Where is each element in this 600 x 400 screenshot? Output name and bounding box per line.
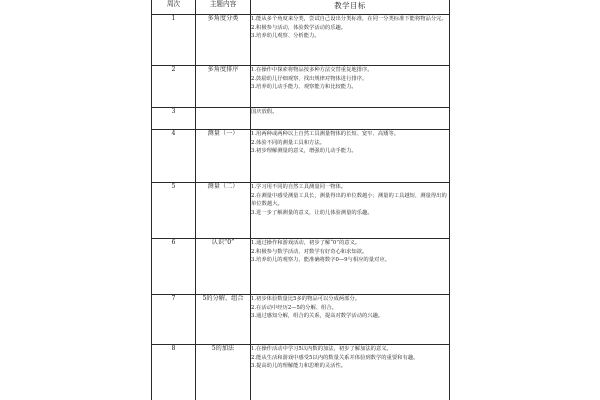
table-row [152,108,450,130]
theme-cell: 5的加法 [196,345,251,400]
table-row [152,345,450,400]
goal-item: 1.学习用不同的自然工具测量同一物体。 [251,184,347,190]
goal-item: 1.在操作中探索将物品按多种方法交替重复地排序。 [251,67,373,73]
goal-item: 3.培养幼儿观察、分析能力。 [251,33,320,40]
goal-item: 3.进一步了解测量的意义，让幼儿体验测量的乐趣。 [251,209,373,216]
week-cell: 5 [152,183,196,239]
goal-item: 3.初步理解测量的意义，增强幼儿动手能力。 [251,148,357,155]
teaching-plan-table [151,0,450,400]
week-cell: 8 [152,345,196,400]
theme-cell [196,108,251,130]
goal-item: 2.体验不同的测量工具和方法。 [251,139,325,146]
table-row [152,295,450,345]
goals-cell [251,15,450,66]
table-row [152,130,450,183]
theme-cell: 测量（一） [196,130,251,183]
goal-item: 1.在操作活动中学习5以内数的加法，初步了解加法的意义。 [251,346,392,352]
theme-cell: 认识“0” [196,239,251,295]
table-row [152,66,450,108]
goal-item: 2.在活动中经历2—5的分解、组合。 [251,304,337,311]
header-theme: 主题内容 [196,0,251,15]
goals-cell [251,108,450,130]
goal-item: 国庆放假。 [251,109,278,115]
goals-cell [251,130,450,183]
theme-cell: 5的分解、组合 [196,295,251,345]
goal-item: 2.鼓励幼儿仔细观察，找出规律对物体进行排序。 [251,75,368,82]
goals-cell [251,183,450,239]
goal-item: 3.通过感知分解，组合的关系，提高对数学活动的兴趣。 [251,313,384,320]
table-row [152,239,450,295]
week-cell: 4 [152,130,196,183]
goals-cell [251,295,450,345]
goal-item: 2.积极参与数学活动，对数学有好奇心和求知欲。 [251,248,368,255]
table-row [152,183,450,239]
theme-cell: 多角度排序 [196,66,251,108]
theme-cell: 测量（二） [196,183,251,239]
goal-item: 2.积极参与活动，体验数学活动的乐趣。 [251,24,347,31]
table-row [152,15,450,66]
goal-item: 1.初步体验数量比5多的物品可以分成两部分。 [251,296,361,302]
goal-item: 2.在测量中感受测量工具长，测量得出的单位数越小；测量的工具越短，测量得出的单位数越大。 [251,192,447,208]
header-goals: 教学目标 [251,0,450,15]
week-cell: 6 [152,239,196,295]
week-cell: 3 [152,108,196,130]
goals-cell [251,239,450,295]
goal-item: 2.能从生活和游戏中感受5以内的数量关系并体验到数学的重要和有趣。 [251,354,419,361]
week-cell: 2 [152,66,196,108]
goal-item: 1.能从多个角度来分类，尝试自己设出分类标准，在同一分类标准下能将物品分完。 [251,16,447,22]
goals-cell [251,345,450,400]
goal-item: 3.培养幼儿动手能力、观察能力和比较能力。 [251,84,357,91]
goal-item: 3.培养幼儿的观察力，能准确将数字0—9与相应的量对应。 [251,257,390,264]
header-week: 周次 [152,0,196,15]
week-cell: 1 [152,15,196,66]
goal-item: 1.通过操作和游戏活动，初步了解“0”的意义。 [251,240,361,246]
theme-cell: 多角度分类 [196,15,251,66]
goals-cell [251,66,450,108]
goal-item: 3.提高幼儿的理解能力和思维的灵活性。 [251,363,347,370]
week-cell: 7 [152,295,196,345]
goal-item: 1.用两种或两种以上自然工具测量物体的长短、宽窄、高矮等。 [251,131,400,137]
table-header-row [152,0,450,15]
